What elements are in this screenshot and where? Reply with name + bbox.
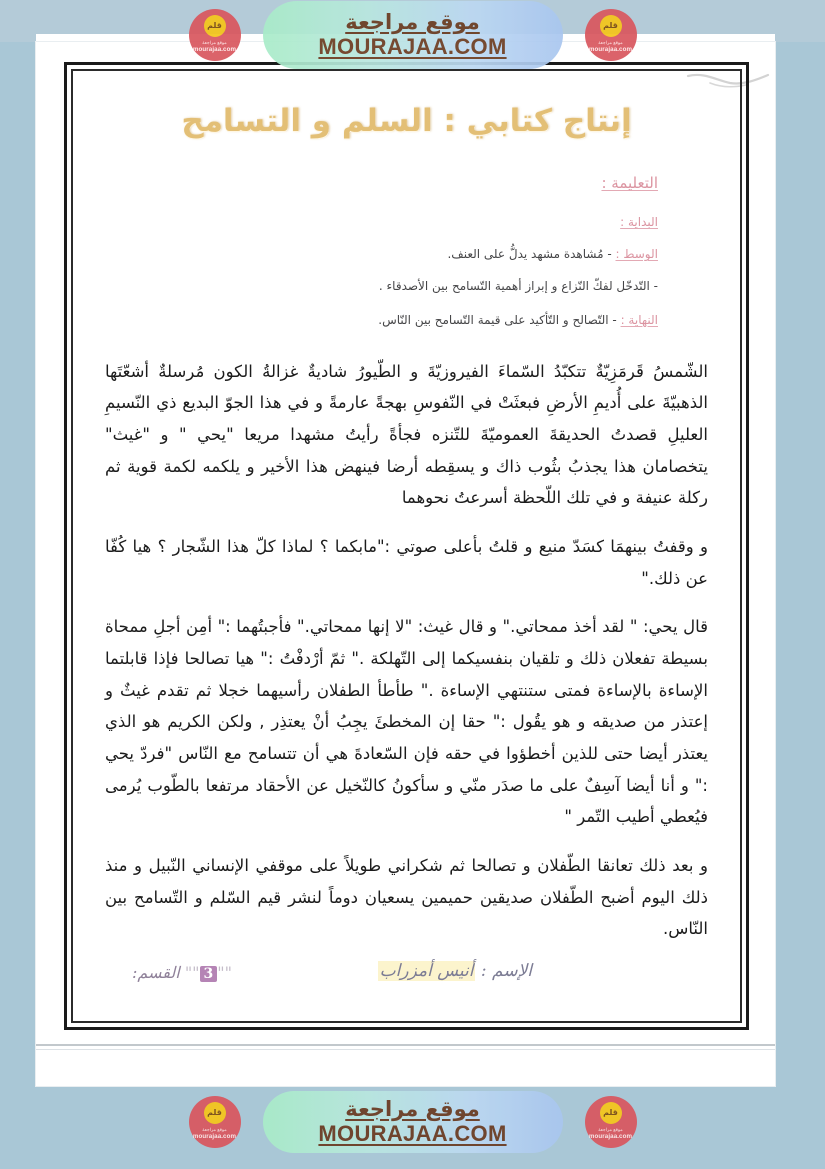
student-name-value: أنيس أمزراب [379, 961, 474, 981]
logo-caption-arabic: موقع مراجعة [202, 40, 227, 46]
logo-badge-icon: قلم [600, 15, 622, 37]
handwritten-footer [101, 961, 712, 1005]
instruction-row-middle [129, 243, 658, 266]
watermark-arabic-text: موقع مراجعة [345, 1096, 480, 1121]
mourajaa-logo-icon [189, 1096, 241, 1148]
instruction-row-task [129, 169, 658, 198]
logo-badge-icon: قلم [204, 1102, 226, 1124]
student-class-label: القسم: [131, 963, 180, 982]
instruction-key-task: التعليمة : [601, 173, 658, 192]
page-title: إنتاج كتابي : السلم و التسامح [181, 103, 632, 139]
logo-badge-icon: قلم [204, 15, 226, 37]
page-content [73, 71, 740, 1021]
logo-caption-url: mourajaa.com [588, 1133, 633, 1141]
logo-caption-arabic: موقع مراجعة [598, 1127, 623, 1133]
logo-caption-url: mourajaa.com [192, 46, 237, 54]
instruction-value-ending: - التّصالح و التّأكيد على قيمة التّسامح بين النّاس. [378, 312, 617, 327]
scan-streak [36, 1044, 775, 1046]
essay-paragraph: قال يحي: " لقد أخذ ممحاتي." و قال غيث: "لا إنها ممحاتي." فأجبتُهما :" أمِن أجلِ ممحاة بسيطة تفعلان ذلك و تلقيان بنفسيكما إلى التّهلكة ." ثمّ أرْدفْتُ :" هيا تصالحا فإذا قابلتما الإساءة بالإساءة فمتى ستنتهي الإساءة ." طأطأ الطفلان رأسيهما خجلا ثم تقدم غيثٌ و إعتذر من صديقه و هو يقُول :" حقا إن المخطئَ يجِبُ أنْ يعتذِر , ولكن الكريم هو الذي يعتذر أيضا حتى للذين أخطؤوا في حقه فإن السّعادةَ هي أن تتسامح مع النّاس "فردّ يحي :" و أنا أيضا آسِفٌ على ما صدَر منّي و سأكونُ كالنّخيل عن الأحقاد مرتفعا بالطّوب يُرمى فيُعطي أطيب التّمر " [105, 617, 708, 827]
student-class-line [132, 963, 232, 982]
watermark-arabic-text: موقع مراجعة [345, 9, 480, 34]
instruction-key-middle: الوسط : [615, 247, 658, 262]
instruction-row-ending [129, 309, 658, 332]
instruction-row-beginning [129, 211, 658, 234]
logo-caption-url: mourajaa.com [192, 1133, 237, 1141]
logo-caption [193, 40, 236, 55]
page-border-outer [64, 62, 749, 1030]
logo-badge-icon: قلم [600, 1102, 622, 1124]
mourajaa-logo-icon [585, 1096, 637, 1148]
watermark-top [0, 0, 825, 70]
logo-caption [193, 1127, 236, 1142]
page-border-inner [71, 69, 742, 1023]
instruction-value-middle: - مُشاهدة مشهد يدلُّ على العنف. [447, 247, 612, 262]
class-quote-left: "" [217, 963, 232, 982]
instruction-key-ending: النهاية : [620, 312, 658, 327]
watermark-pill [192, 1091, 633, 1153]
instruction-key-beginning: البداية : [620, 215, 658, 230]
essay-paragraph: و وقفتُ بينهمَا كسَدّ منيع و قلتُ بأعلى صوتي :"مابكما ؟ لماذا كلّ هذا الشّجار ؟ هيا كُفّا عن ذلك." [105, 536, 708, 588]
logo-caption [589, 40, 632, 55]
student-name-line [378, 961, 532, 981]
essay-body [105, 356, 708, 945]
scan-streak [36, 1049, 775, 1050]
essay-paragraph: الشّمسُ قَرمَزِيّةٌ تتكبّدُ السّماءَ الفيروزيّةَ و الطّيورُ شاديةٌ غزالةُ الكون مُرسلةٌ أشعّتَها الذهبيّةَ على أُديمِ الأرضِ فبعثَتْ في النّفوسِ بهجةً عارمةً و في هذا الجوّ البديع ذي النّسيمِ العليلِ قصدتُ الحديقةَ العموميّةَ للتّنزه فجأةً رأيتُ مشهدا مريعا "يحي " و "غيث" يتخصامان هذا يجذبُ بثُوب ذاك و يسقِطه أرضا فينهض هذا الأخير و يلكمه لكمة قوية ثم ركلة عنيفة و في تلك اللّحظة أسرعتُ نحوهما [105, 361, 708, 508]
student-name-label: الإسم : [480, 961, 532, 981]
watermark-bottom [0, 1083, 825, 1161]
mourajaa-logo-icon [585, 9, 637, 61]
logo-caption-arabic: موقع مراجعة [202, 1127, 227, 1133]
class-number-badge: 3 [200, 966, 218, 982]
instruction-value-intervention: - التّدخّل لفكّ النّزاع و إبراز أهمية التّسامح بين الأصدقاء . [378, 278, 658, 293]
class-quote-right: "" [184, 963, 200, 982]
scanned-page [36, 42, 775, 1086]
essay-paragraph: و بعد ذلك تعانقا الطّفلان و تصالحا ثم شكراني طويلاً على موقفي الإنساني النّبيل و منذ ذلك اليوم أضبح الطّفلان صديقين حميمين يسعيان دوماً لنشر قيم السّلم و التّسامح بين النّاس. [105, 855, 708, 939]
logo-caption-url: mourajaa.com [588, 46, 633, 54]
mourajaa-logo-icon [189, 9, 241, 61]
logo-caption [589, 1127, 632, 1142]
watermark-url-text[interactable]: MOURAJAA.COM [318, 33, 507, 59]
instruction-row-intervention [129, 275, 658, 298]
watermark-url-text[interactable]: MOURAJAA.COM [318, 1120, 507, 1146]
watermark-pill [192, 1, 633, 69]
instructions-block [129, 169, 658, 332]
logo-caption-arabic: موقع مراجعة [598, 40, 623, 46]
